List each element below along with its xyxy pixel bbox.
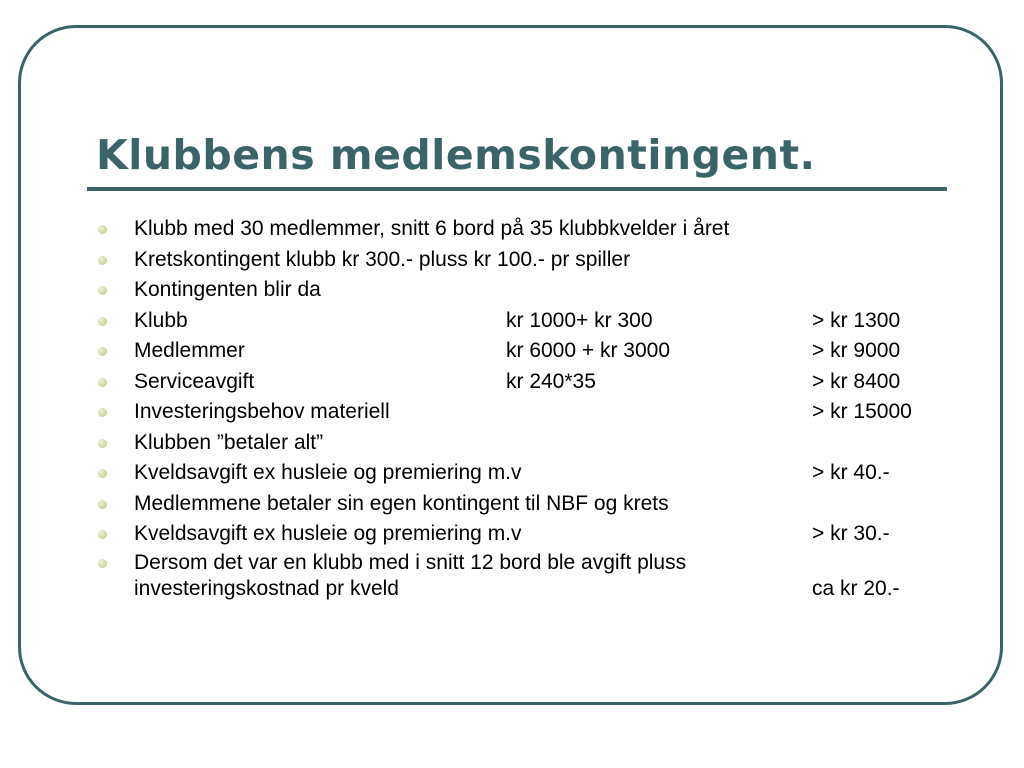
title-underline [87, 187, 947, 191]
bullet-icon [98, 559, 107, 568]
bullet-label: Klubb [134, 308, 188, 332]
bullet-result: > kr 40.- [812, 461, 890, 484]
bullet-list [0, 214, 1024, 606]
bullet-icon [98, 408, 107, 417]
bullet-icon [98, 225, 107, 234]
list-item [0, 214, 1024, 245]
bullet-label: Kveldsavgift ex husleie og premiering m.v [134, 522, 522, 545]
list-item [0, 367, 1024, 398]
bullet-icon [98, 317, 107, 326]
bullet-text: Medlemmene betaler sin egen kontingent til NBF og krets [134, 491, 669, 515]
bullet-result: > kr 15000 [812, 400, 912, 423]
bullet-calc: kr 6000 + kr 3000 [506, 339, 671, 362]
bullet-icon [98, 469, 107, 478]
bullet-text-line2: investeringskostnad pr kveld [134, 576, 399, 600]
list-item [0, 275, 1024, 306]
bullet-result: > kr 9000 [812, 339, 901, 362]
bullet-icon [98, 286, 107, 295]
list-item [0, 489, 1024, 520]
bullet-icon [98, 530, 107, 539]
list-item [0, 245, 1024, 276]
list-item [0, 458, 1024, 489]
bullet-text: Klubb med 30 medlemmer, snitt 6 bord på 35 klubbkvelder i året [134, 217, 730, 240]
bullet-text: Kretskontingent klubb kr 300.- pluss kr 100.- pr spiller [134, 247, 631, 271]
bullet-icon [98, 500, 107, 509]
list-item [0, 306, 1024, 337]
bullet-result: > kr 8400 [812, 369, 901, 393]
bullet-text-line1: Dersom det var en klubb med i snitt 12 bord ble avgift pluss [134, 550, 687, 574]
list-item [0, 397, 1024, 428]
bullet-result: > kr 1300 [812, 308, 901, 332]
bullet-icon [98, 439, 107, 448]
list-item [0, 336, 1024, 367]
bullet-label: Serviceavgift [134, 369, 255, 393]
bullet-label: Investeringsbehov materiell [134, 400, 390, 423]
slide-title: Klubbens medlemskontingent. [96, 131, 816, 179]
bullet-text: Klubben ”betaler alt” [134, 430, 324, 454]
bullet-result: > kr 30.- [812, 522, 890, 545]
bullet-label: Medlemmer [134, 339, 245, 362]
bullet-calc: kr 1000+ kr 300 [506, 308, 653, 332]
list-item [0, 428, 1024, 459]
bullet-calc: kr 240*35 [506, 369, 596, 393]
bullet-icon [98, 256, 107, 265]
bullet-icon [98, 378, 107, 387]
bullet-label: Kveldsavgift ex husleie og premiering m.v [134, 461, 522, 484]
bullet-result: ca kr 20.- [812, 576, 900, 600]
bullet-text: Kontingenten blir da [134, 278, 321, 301]
list-item [0, 519, 1024, 550]
bullet-icon [98, 347, 107, 356]
list-item [0, 550, 1024, 606]
